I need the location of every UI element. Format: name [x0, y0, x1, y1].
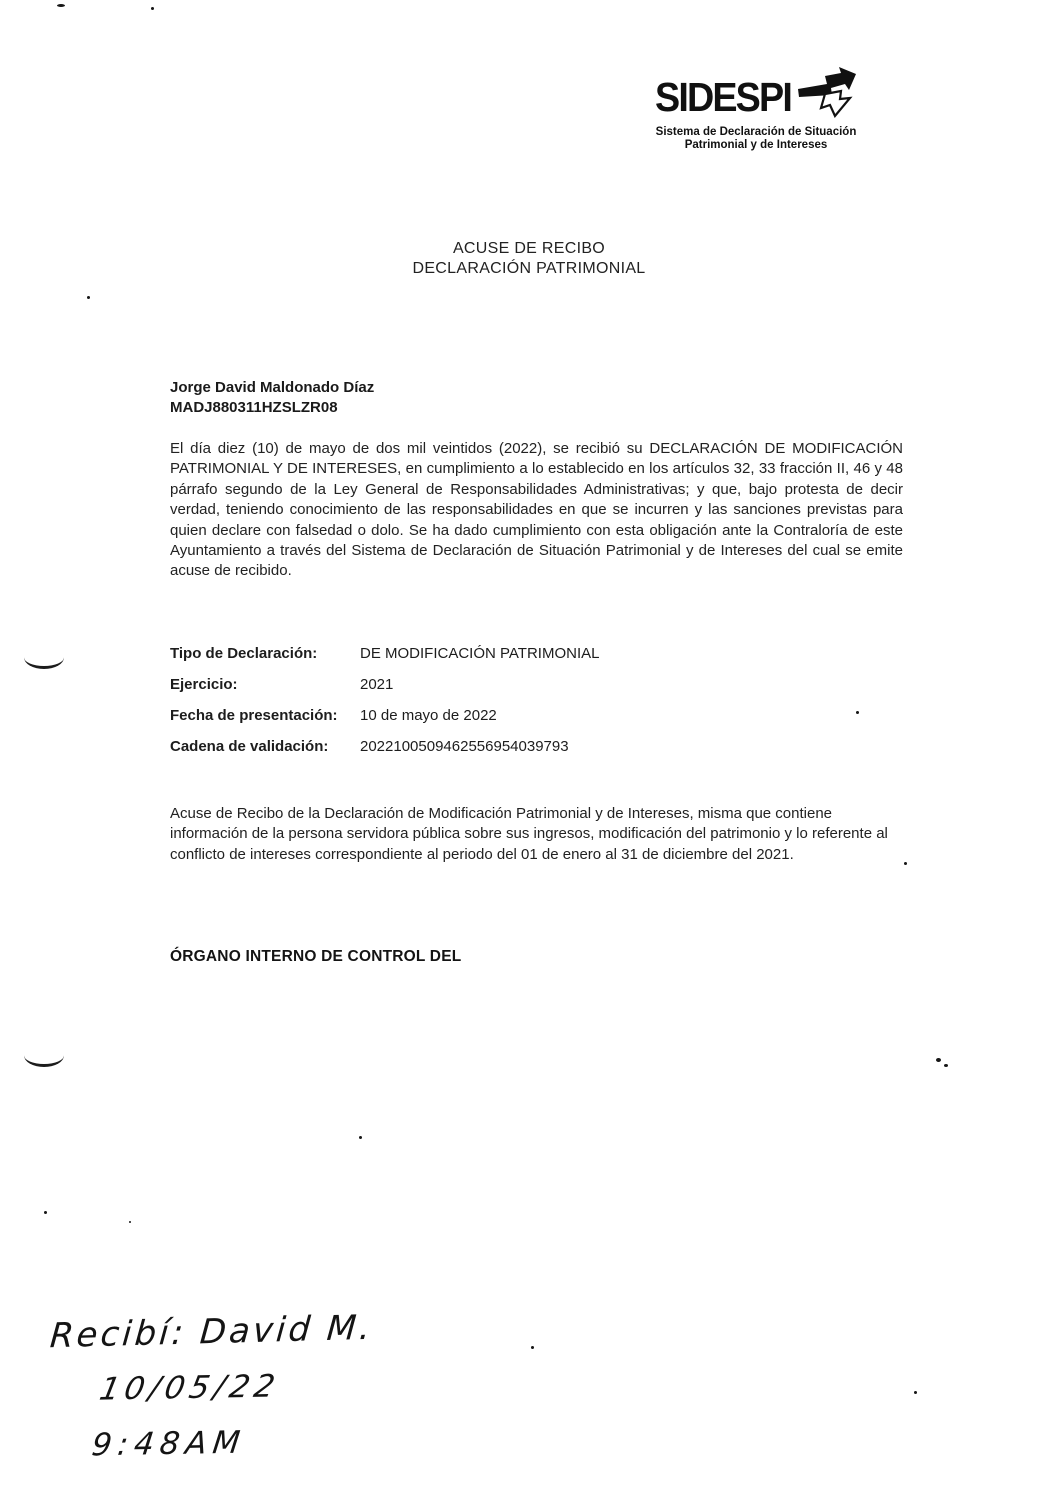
document-title — [0, 239, 1058, 278]
field-label: Ejercicio: — [170, 676, 238, 693]
scan-artifact-dot — [914, 1391, 917, 1394]
document-title-line1: ACUSE DE RECIBO — [452, 240, 606, 257]
field-value: 2021 — [360, 676, 394, 693]
scan-artifact-dot — [151, 7, 154, 10]
scan-artifact-curve — [24, 1044, 64, 1067]
receipt-paragraph: El día diez (10) de mayo de dos mil veintidos (2022), se recibió su DECLARACIÓN DE MODIFICACIÓN PATRIMONIAL Y DE INTERESES, en cumplimiento a lo establecido en los artículos 32, 33 fracción II, 46 y 48 párrafo segundo de la Ley General de Responsabilidades Administrativas; y que, bajo protesta de decir verdad, teniendo conocimiento de las responsabilidades en que se incurren y las sanciones previstas para quien declare con falsedad o dolo. Se ha dado cumplimiento con esta obligación ante la Contraloría de este Ayuntamiento a través del Sistema de Declaración de Situación Patrimonial y de Intereses del cual se emite acuse de recibido. — [170, 440, 903, 580]
logo-tagline-line2: Patrimonial y de Intereses — [684, 139, 828, 151]
handwritten-note-line3: 9:48AM — [89, 1424, 248, 1464]
logo-tagline-line1: Sistema de Declaración de Situación — [655, 126, 857, 138]
field-row-ejercicio — [170, 675, 599, 695]
scan-artifact-dot — [944, 1064, 948, 1067]
logo-tagline — [644, 126, 868, 152]
declarant-name: Jorge David Maldonado Díaz — [170, 379, 375, 396]
field-value: 10 de mayo de 2022 — [360, 707, 497, 724]
declarant-curp: MADJ880311HZSLZR08 — [170, 399, 338, 416]
sidespi-logo — [644, 70, 868, 152]
field-label: Cadena de validación: — [170, 738, 329, 755]
issuing-office-line: ÓRGANO INTERNO DE CONTROL DEL — [170, 948, 462, 965]
logo-wordmark: SIDESPI — [655, 74, 792, 120]
field-row-fecha-presentacion — [170, 706, 599, 726]
summary-paragraph: Acuse de Recibo de la Declaración de Modificación Patrimonial y de Intereses, misma que contiene información de la persona servidora pública sobre sus ingresos, modificación del patrimonio y lo referente al conflicto de intereses correspondiente al periodo del 01 de enero al 31 de diciembre del 2021. — [170, 805, 888, 863]
declarant-block — [170, 378, 374, 418]
scan-artifact-dot — [87, 296, 90, 299]
double-arrow-right-icon — [797, 64, 857, 125]
field-value: DE MODIFICACIÓN PATRIMONIAL — [360, 645, 600, 662]
field-value: 2022100509462556954039793 — [360, 738, 569, 755]
handwritten-note-line2: 10/05/22 — [96, 1368, 283, 1408]
scan-artifact-dot — [936, 1058, 941, 1062]
scan-artifact-dot — [856, 711, 859, 714]
scan-artifact-dot — [129, 1221, 131, 1223]
field-label: Fecha de presentación: — [170, 707, 338, 724]
scan-artifact-curve — [24, 646, 64, 669]
scan-artifact-dot — [904, 862, 907, 865]
declaration-fields — [170, 644, 599, 768]
scan-artifact-dot — [44, 1211, 47, 1214]
field-label: Tipo de Declaración: — [170, 645, 318, 662]
handwritten-note-line1: Recibí: David M. — [48, 1307, 375, 1357]
document-title-line2: DECLARACIÓN PATRIMONIAL — [412, 259, 646, 277]
scan-artifact-dot — [57, 4, 65, 7]
scan-artifact-dot — [359, 1136, 362, 1139]
field-row-cadena-validacion — [170, 737, 599, 757]
logo-row — [644, 70, 868, 125]
scan-artifact-dot — [531, 1346, 534, 1349]
field-row-tipo-declaracion — [170, 644, 599, 664]
